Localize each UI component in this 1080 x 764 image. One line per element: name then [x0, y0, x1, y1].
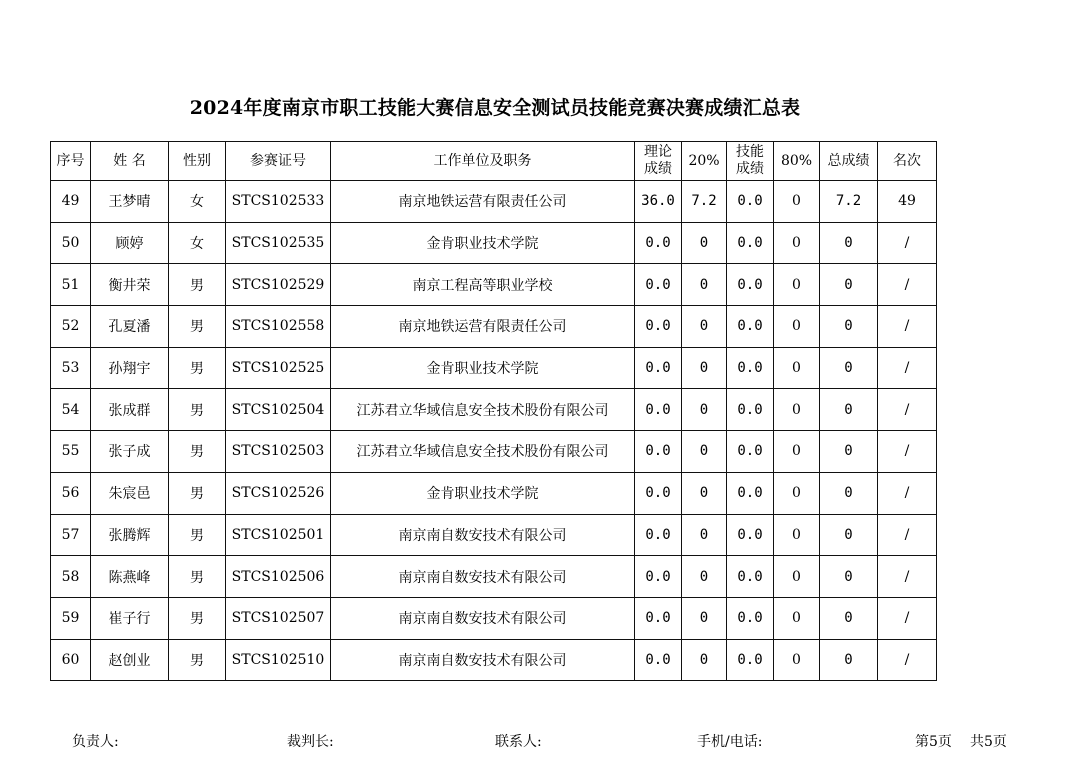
cell-rank: / — [878, 264, 937, 306]
table-row — [51, 472, 937, 514]
cell-org: 南京地铁运营有限责任公司 — [331, 306, 635, 348]
cell-pct80: 0 — [774, 597, 820, 639]
table-row — [51, 306, 937, 348]
cell-gender: 男 — [169, 347, 226, 389]
page-title: 2024年度南京市职工技能大赛信息安全测试员技能竞赛决赛成绩汇总表 — [189, 97, 801, 119]
cell-cert: STCS102529 — [226, 264, 331, 306]
cell-pct80: 0 — [774, 514, 820, 556]
header-total: 总成绩 — [820, 142, 878, 181]
cell-rank: / — [878, 431, 937, 473]
header-skill-line2: 成绩 — [736, 161, 764, 177]
cell-pct20: 0 — [682, 514, 727, 556]
cell-theory: 0.0 — [635, 597, 682, 639]
cell-seq: 57 — [51, 514, 91, 556]
table-row — [51, 556, 937, 598]
cell-gender: 男 — [169, 597, 226, 639]
cell-gender: 男 — [169, 556, 226, 598]
cell-seq: 60 — [51, 639, 91, 681]
cell-theory: 0.0 — [635, 472, 682, 514]
cell-total: 0 — [820, 556, 878, 598]
cell-name: 孔夏潘 — [91, 306, 169, 348]
cell-skill: 0.0 — [727, 472, 774, 514]
cell-rank: / — [878, 639, 937, 681]
cell-pct20: 0 — [682, 222, 727, 264]
cell-total: 0 — [820, 222, 878, 264]
cell-pct20: 0 — [682, 472, 727, 514]
table-row — [51, 514, 937, 556]
cell-cert: STCS102533 — [226, 181, 331, 223]
cell-theory: 0.0 — [635, 556, 682, 598]
cell-cert: STCS102510 — [226, 639, 331, 681]
cell-pct20: 0 — [682, 597, 727, 639]
cell-rank: / — [878, 347, 937, 389]
footer-responsible: 负责人: — [72, 734, 119, 750]
header-seq: 序号 — [51, 142, 91, 181]
cell-gender: 男 — [169, 472, 226, 514]
cell-total: 0 — [820, 347, 878, 389]
cell-seq: 53 — [51, 347, 91, 389]
cell-pct20: 0 — [682, 306, 727, 348]
cell-theory: 36.0 — [635, 181, 682, 223]
footer-total-pages: 共5页 — [970, 734, 1007, 750]
cell-name: 张成群 — [91, 389, 169, 431]
cell-pct80: 0 — [774, 264, 820, 306]
cell-cert: STCS102535 — [226, 222, 331, 264]
cell-name: 张子成 — [91, 431, 169, 473]
cell-skill: 0.0 — [727, 306, 774, 348]
table-row — [51, 597, 937, 639]
cell-pct80: 0 — [774, 181, 820, 223]
cell-name: 孙翔宇 — [91, 347, 169, 389]
cell-cert: STCS102526 — [226, 472, 331, 514]
cell-seq: 49 — [51, 181, 91, 223]
cell-gender: 女 — [169, 181, 226, 223]
cell-skill: 0.0 — [727, 264, 774, 306]
footer-page: 第5页 — [915, 734, 952, 750]
header-skill — [727, 142, 774, 181]
cell-theory: 0.0 — [635, 347, 682, 389]
cell-rank: / — [878, 306, 937, 348]
header-rank: 名次 — [878, 142, 937, 181]
cell-skill: 0.0 — [727, 556, 774, 598]
cell-org: 江苏君立华域信息安全技术股份有限公司 — [331, 431, 635, 473]
header-theory-line1: 理论 — [644, 144, 672, 160]
footer-chief-judge: 裁判长: — [287, 734, 334, 750]
cell-total: 7.2 — [820, 181, 878, 223]
cell-name: 衡井荣 — [91, 264, 169, 306]
cell-total: 0 — [820, 264, 878, 306]
cell-theory: 0.0 — [635, 222, 682, 264]
table-row — [51, 639, 937, 681]
cell-skill: 0.0 — [727, 181, 774, 223]
cell-org: 南京南自数安技术有限公司 — [331, 514, 635, 556]
cell-gender: 男 — [169, 514, 226, 556]
cell-pct80: 0 — [774, 472, 820, 514]
cell-total: 0 — [820, 514, 878, 556]
cell-skill: 0.0 — [727, 597, 774, 639]
cell-name: 崔子行 — [91, 597, 169, 639]
footer-contact: 联系人: — [495, 734, 542, 750]
cell-pct80: 0 — [774, 347, 820, 389]
cell-rank: / — [878, 514, 937, 556]
cell-seq: 54 — [51, 389, 91, 431]
cell-theory: 0.0 — [635, 431, 682, 473]
cell-name: 赵创业 — [91, 639, 169, 681]
cell-pct80: 0 — [774, 389, 820, 431]
cell-org: 南京地铁运营有限责任公司 — [331, 181, 635, 223]
cell-pct20: 0 — [682, 556, 727, 598]
cell-pct20: 0 — [682, 389, 727, 431]
header-org: 工作单位及职务 — [331, 142, 635, 181]
cell-skill: 0.0 — [727, 514, 774, 556]
cell-skill: 0.0 — [727, 431, 774, 473]
cell-seq: 59 — [51, 597, 91, 639]
cell-name: 朱宸邑 — [91, 472, 169, 514]
cell-seq: 51 — [51, 264, 91, 306]
cell-total: 0 — [820, 472, 878, 514]
header-name: 姓 名 — [91, 142, 169, 181]
cell-org: 南京南自数安技术有限公司 — [331, 597, 635, 639]
cell-pct20: 0 — [682, 347, 727, 389]
cell-name: 王梦晴 — [91, 181, 169, 223]
header-pct20: 20% — [682, 142, 727, 181]
cell-gender: 女 — [169, 222, 226, 264]
header-gender: 性别 — [169, 142, 226, 181]
cell-org: 南京南自数安技术有限公司 — [331, 639, 635, 681]
table-row — [51, 389, 937, 431]
cell-pct80: 0 — [774, 639, 820, 681]
cell-rank: / — [878, 222, 937, 264]
cell-pct20: 0 — [682, 639, 727, 681]
cell-pct80: 0 — [774, 556, 820, 598]
cell-seq: 58 — [51, 556, 91, 598]
header-theory — [635, 142, 682, 181]
cell-gender: 男 — [169, 306, 226, 348]
table-row — [51, 181, 937, 223]
cell-cert: STCS102501 — [226, 514, 331, 556]
table-header-row — [51, 142, 937, 181]
cell-cert: STCS102525 — [226, 347, 331, 389]
table-row — [51, 222, 937, 264]
cell-seq: 52 — [51, 306, 91, 348]
cell-pct80: 0 — [774, 306, 820, 348]
cell-skill: 0.0 — [727, 347, 774, 389]
table-row — [51, 431, 937, 473]
cell-seq: 50 — [51, 222, 91, 264]
cell-org: 金肯职业技术学院 — [331, 222, 635, 264]
cell-total: 0 — [820, 597, 878, 639]
cell-org: 金肯职业技术学院 — [331, 472, 635, 514]
cell-org: 江苏君立华域信息安全技术股份有限公司 — [331, 389, 635, 431]
table-row — [51, 347, 937, 389]
cell-pct20: 0 — [682, 264, 727, 306]
cell-total: 0 — [820, 389, 878, 431]
cell-seq: 55 — [51, 431, 91, 473]
header-skill-line1: 技能 — [736, 144, 764, 160]
cell-theory: 0.0 — [635, 306, 682, 348]
cell-org: 南京南自数安技术有限公司 — [331, 556, 635, 598]
cell-gender: 男 — [169, 431, 226, 473]
cell-name: 顾婷 — [91, 222, 169, 264]
cell-rank: / — [878, 389, 937, 431]
cell-total: 0 — [820, 431, 878, 473]
header-cert: 参赛证号 — [226, 142, 331, 181]
cell-skill: 0.0 — [727, 389, 774, 431]
results-table — [50, 141, 937, 681]
cell-pct80: 0 — [774, 431, 820, 473]
cell-rank: / — [878, 597, 937, 639]
cell-gender: 男 — [169, 639, 226, 681]
cell-seq: 56 — [51, 472, 91, 514]
cell-theory: 0.0 — [635, 389, 682, 431]
cell-cert: STCS102503 — [226, 431, 331, 473]
cell-cert: STCS102507 — [226, 597, 331, 639]
cell-org: 金肯职业技术学院 — [331, 347, 635, 389]
cell-cert: STCS102506 — [226, 556, 331, 598]
cell-rank: / — [878, 472, 937, 514]
cell-org: 南京工程高等职业学校 — [331, 264, 635, 306]
cell-cert: STCS102558 — [226, 306, 331, 348]
cell-pct20: 0 — [682, 431, 727, 473]
cell-name: 陈燕峰 — [91, 556, 169, 598]
cell-skill: 0.0 — [727, 639, 774, 681]
cell-theory: 0.0 — [635, 639, 682, 681]
cell-rank: / — [878, 556, 937, 598]
table-row — [51, 264, 937, 306]
cell-rank: 49 — [878, 181, 937, 223]
cell-total: 0 — [820, 639, 878, 681]
cell-pct20: 7.2 — [682, 181, 727, 223]
cell-theory: 0.0 — [635, 514, 682, 556]
cell-pct80: 0 — [774, 222, 820, 264]
header-pct80: 80% — [774, 142, 820, 181]
cell-gender: 男 — [169, 264, 226, 306]
footer-phone: 手机/电话: — [697, 734, 763, 750]
cell-skill: 0.0 — [727, 222, 774, 264]
cell-theory: 0.0 — [635, 264, 682, 306]
cell-cert: STCS102504 — [226, 389, 331, 431]
cell-name: 张腾辉 — [91, 514, 169, 556]
header-theory-line2: 成绩 — [644, 161, 672, 177]
cell-total: 0 — [820, 306, 878, 348]
cell-gender: 男 — [169, 389, 226, 431]
